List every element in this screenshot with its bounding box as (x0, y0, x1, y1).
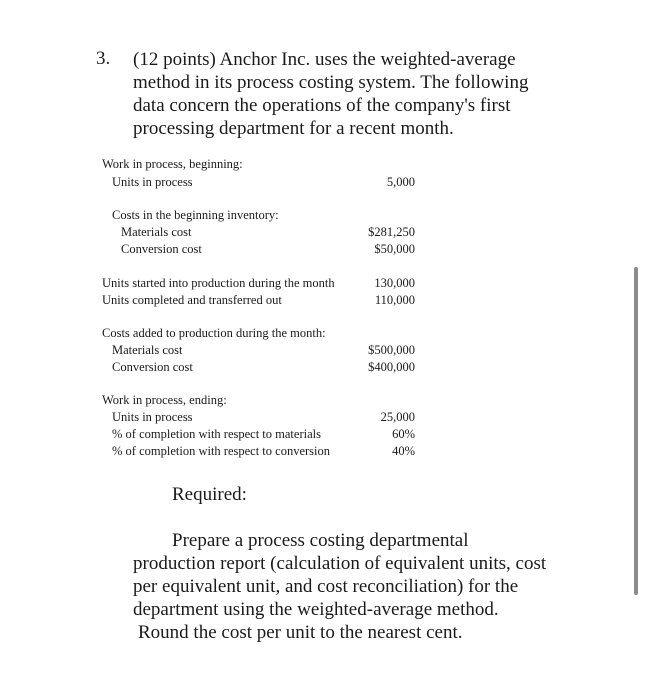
instruction-line-3: per equivalent unit, and cost reconciliation) for the (133, 576, 519, 597)
question-number: 3. (96, 48, 111, 69)
intro-line-3: data concern the operations of the company's first (133, 95, 511, 116)
instruction-line-5: Round the cost per unit to the nearest cent. (138, 622, 463, 643)
beginning-costs-heading: Costs in the beginning inventory: (112, 208, 279, 222)
required-heading: Required: (172, 484, 247, 505)
units-completed-value: 110,000 (374, 293, 415, 307)
beginning-conversion-label: Conversion cost (121, 242, 202, 256)
beginning-materials-value: $281,250 (368, 225, 415, 239)
intro-line-1: (12 points) Anchor Inc. uses the weighted-average (133, 49, 516, 70)
vertical-scrollbar[interactable] (634, 267, 638, 595)
costs-added-heading: Costs added to production during the month: (102, 326, 326, 340)
instruction-line-1: Prepare a process costing departmental (172, 530, 469, 551)
added-conversion-value: $400,000 (368, 360, 415, 374)
wip-ending-units-value: 25,000 (380, 410, 415, 424)
wip-ending-materials-pct-label: % of completion with respect to materials (112, 427, 321, 441)
beginning-materials-label: Materials cost (121, 225, 192, 239)
intro-line-2: method in its process costing system. The following (133, 72, 529, 93)
wip-ending-conversion-pct-label: % of completion with respect to conversion (112, 444, 330, 458)
units-completed-label: Units completed and transferred out (102, 293, 282, 307)
instruction-line-4: department using the weighted-average method. (133, 599, 499, 620)
beginning-conversion-value: $50,000 (374, 242, 415, 256)
units-started-label: Units started into production during the month (102, 276, 335, 290)
wip-beginning-units-value: 5,000 (386, 175, 415, 189)
wip-ending-materials-pct-value: 60% (392, 427, 415, 441)
wip-beginning-heading: Work in process, beginning: (102, 157, 243, 171)
wip-ending-units-label: Units in process (112, 410, 193, 424)
added-conversion-label: Conversion cost (112, 360, 193, 374)
instruction-line-2: production report (calculation of equivalent units, cost (133, 553, 547, 574)
wip-ending-heading: Work in process, ending: (102, 393, 227, 407)
intro-line-4: processing department for a recent month. (133, 118, 454, 139)
units-started-value: 130,000 (374, 276, 415, 290)
added-materials-label: Materials cost (112, 343, 183, 357)
wip-beginning-units-label: Units in process (112, 175, 193, 189)
wip-ending-conversion-pct-value: 40% (392, 444, 415, 458)
added-materials-value: $500,000 (368, 343, 415, 357)
